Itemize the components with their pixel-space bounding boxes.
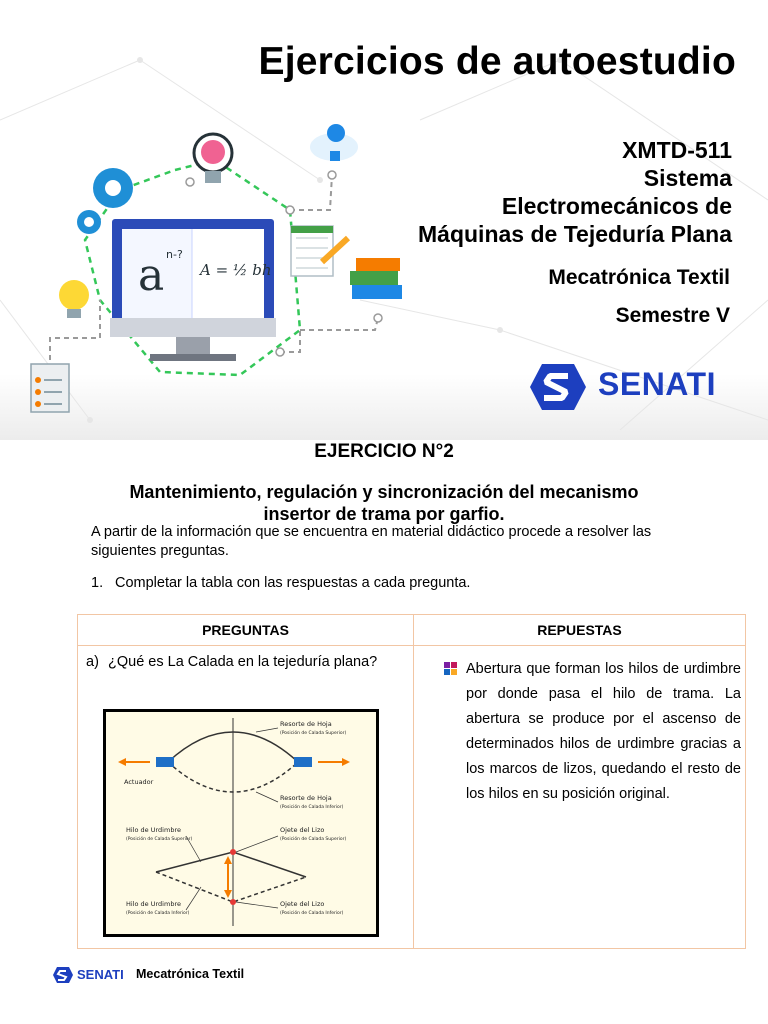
instruction-item — [91, 575, 470, 591]
footer-career: Mecatrónica Textil — [136, 967, 245, 981]
label-ojete-inf: Ojete del Lizo — [280, 900, 325, 908]
career-name: Mecatrónica Textil — [548, 266, 730, 289]
shed-diagram — [103, 709, 379, 937]
question-text: ¿Qué es La Calada en la tejeduría plana? — [108, 654, 378, 670]
question-cell — [78, 646, 414, 949]
header-preguntas: PREGUNTAS — [78, 615, 414, 646]
item-number: 1. — [91, 575, 104, 591]
footer-brand: SENATI — [77, 967, 124, 982]
label-hilo-sup-sub: (Posición de Calada Superior) — [126, 837, 193, 842]
bullet-icon — [444, 662, 458, 676]
label-resorte-sup: Resorte de Hoja — [280, 720, 332, 728]
actuator-right-icon — [294, 757, 312, 767]
subtitle-line: Mantenimiento, regulación y sincronización del mecanismo — [129, 482, 639, 502]
formula-symbol: a — [138, 250, 165, 301]
course-code: XMTD-511 — [622, 137, 732, 163]
senati-wordmark: SENATI — [598, 366, 716, 402]
header-banner — [0, 0, 768, 440]
label-resorte-sup-sub: (Posición de Calada Superior) — [280, 731, 347, 736]
answer-cell — [414, 646, 746, 949]
intro-text: A partir de la información que se encuentra en material didáctico procede a resolver las siguientes preguntas. — [91, 524, 652, 559]
course-line: Electromecánicos de — [501, 193, 732, 219]
semester: Semestre V — [615, 304, 730, 327]
formula-exponent: n-? — [166, 248, 183, 261]
course-name — [418, 136, 732, 248]
subtitle-line: insertor de trama por garfio. — [263, 504, 505, 524]
answer-text: Abertura que forman los hilos de urdimbre por donde pasa el hilo de trama. La abertura se produce por el ascenso de determinados hilos de urdimbre gracias a los marcos de lizos, quedando el resto de los hilos en su posición original. — [466, 661, 741, 802]
header-respuestas: REPUESTAS — [414, 615, 746, 646]
label-resorte-inf-sub: (Posición de Calada Inferior) — [280, 805, 344, 810]
senati-logo-icon — [528, 362, 588, 412]
course-line: Máquinas de Tejeduría Plana — [418, 221, 732, 247]
label-ojete-sup: Ojete del Lizo — [280, 826, 325, 834]
table-header-row — [78, 615, 746, 646]
footer-senati-logo-icon — [52, 966, 74, 984]
label-ojete-inf-sub: (Posición de Calada Inferior) — [280, 911, 344, 916]
label-actuador: Actuador — [124, 778, 154, 786]
label-hilo-inf-sub: (Posición de Calada Inferior) — [126, 911, 190, 916]
page-title: Ejercicios de autoestudio — [258, 40, 736, 83]
eyelet-upper-icon — [230, 849, 236, 855]
label-hilo-sup: Hilo de Urdimbre — [126, 826, 181, 834]
eyelet-lower-icon — [230, 899, 236, 905]
table-row — [78, 646, 746, 949]
item-text: Completar la tabla con las respuestas a cada pregunta. — [115, 575, 471, 591]
course-line: Sistema — [643, 165, 732, 191]
exercise-title: EJERCICIO N°2 — [314, 441, 454, 462]
actuator-left-icon — [156, 757, 174, 767]
question-label: a) — [86, 654, 99, 670]
exercise-subtitle — [60, 481, 708, 525]
qa-table — [77, 614, 746, 949]
formula-text: A = ½ bh — [200, 261, 272, 279]
question — [86, 654, 377, 670]
label-ojete-sup-sub: (Posición de Calada Superior) — [280, 837, 347, 842]
label-resorte-inf: Resorte de Hoja — [280, 794, 332, 802]
label-hilo-inf: Hilo de Urdimbre — [126, 900, 181, 908]
